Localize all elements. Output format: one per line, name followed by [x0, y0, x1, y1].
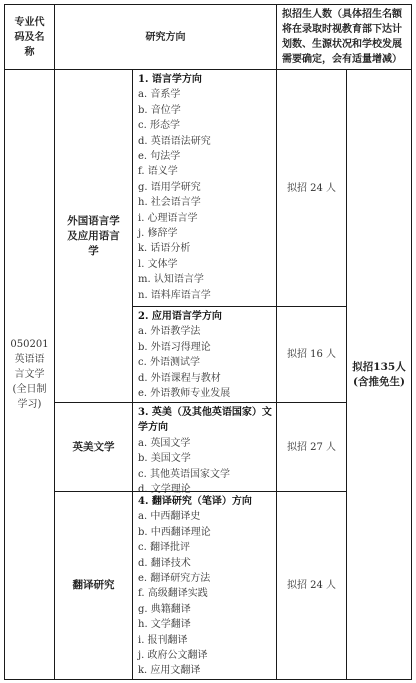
group-name-linguistics: 外国语言学及应用语言学 [67, 214, 120, 257]
header-code-cell [4, 4, 54, 69]
group-name-cell-translation [54, 491, 132, 680]
header-direction-label: 研究方向 [145, 31, 186, 43]
enrollment-table [4, 4, 412, 680]
total-plan: 拟招135人(含推免生) [352, 360, 406, 388]
section-3-content [138, 405, 276, 497]
list-item: j. 修辞学 [138, 228, 178, 240]
section-list-3 [132, 402, 276, 496]
list-item: e. 翻译研究方法 [138, 573, 211, 585]
list-item: c. 翻译批评 [138, 542, 190, 554]
section-1-content [138, 72, 211, 303]
section-1-title: 1. 语言学方向 [138, 74, 202, 85]
group-name-cell-linguistics [54, 69, 132, 402]
list-item: i. 心理语言学 [138, 212, 198, 224]
header-plan-label: 拟招生人数（具体招生名额将在录取时视教育部下达计划数、生源状况和学校发展需要确定，会有适量增减） [282, 9, 402, 65]
list-item: g. 语用学研究 [138, 181, 201, 193]
list-item: c. 其他英语国家文学 [138, 468, 230, 480]
section-4-plan-cell [276, 491, 346, 680]
group-name-translation: 翻译研究 [72, 579, 115, 591]
list-item: l. 文体学 [138, 258, 178, 270]
list-item: a. 外语教学法 [138, 326, 201, 338]
list-item: c. 形态学 [138, 120, 180, 132]
list-item: h. 社会语言学 [138, 197, 201, 209]
list-item: b. 音位学 [138, 104, 181, 116]
list-item: c. 外语测试学 [138, 357, 200, 369]
section-1-plan: 拟招 24 人 [286, 182, 337, 194]
major-name: 英语语言文学(全日制学习) [12, 354, 47, 410]
list-item: d. 翻译技术 [138, 557, 191, 569]
list-item: g. 典籍翻译 [138, 603, 191, 615]
section-3-title: 3. 英美（及其他英语国家）文学方向 [138, 407, 272, 434]
list-item: j. 政府公文翻译 [138, 650, 208, 662]
list-item: d. 外语课程与教材 [138, 372, 221, 384]
list-item: a. 中西翻译史 [138, 511, 201, 523]
list-item: b. 外语习得理论 [138, 341, 211, 353]
section-list-2 [132, 306, 276, 402]
major-cell [4, 69, 54, 680]
section-2-title: 2. 应用语言学方向 [138, 311, 222, 322]
list-item: f. 语义学 [138, 166, 178, 178]
list-item: b. 美国文学 [138, 453, 191, 465]
section-4-title: 4. 翻译研究（笔译）方向 [138, 496, 252, 507]
header-direction-cell [54, 4, 276, 69]
list-item: a. 英国文学 [138, 437, 191, 449]
total-cell [346, 69, 412, 680]
list-item: h. 文学翻译 [138, 619, 191, 631]
section-3-plan: 拟招 27 人 [286, 441, 337, 453]
list-item: a. 音系学 [138, 89, 181, 101]
list-item: k. 话语分析 [138, 243, 191, 255]
section-2-plan: 拟招 16 人 [286, 349, 337, 360]
list-item: e. 外语教师专业发展 [138, 388, 231, 400]
group-name-literature: 英美文学 [72, 440, 115, 453]
list-item: i. 报刊翻译 [138, 634, 188, 646]
list-item: b. 中西翻译理论 [138, 526, 211, 538]
section-2-plan-cell [276, 306, 346, 402]
list-item: m. 认知语言学 [138, 274, 204, 286]
major-text [10, 337, 48, 412]
major-code: 050201 [10, 339, 49, 350]
section-3-plan-cell [276, 402, 346, 491]
list-item: f. 高级翻译实践 [138, 588, 208, 600]
list-item: d. 英语语法研究 [138, 135, 211, 147]
list-item: d. 文学理论 [138, 484, 191, 496]
section-1-plan-cell [276, 69, 346, 306]
list-item: n. 语料库语言学 [138, 289, 211, 301]
section-2-content [138, 309, 230, 401]
section-4-content [138, 494, 252, 679]
list-item: e. 句法学 [138, 151, 181, 163]
list-item: k. 应用文翻译 [138, 665, 201, 677]
section-list-4 [132, 491, 276, 680]
section-4-plan: 拟招 24 人 [286, 580, 337, 591]
header-code-label: 专业代码及名称 [14, 16, 45, 58]
group-name-cell-literature [54, 402, 132, 491]
section-list-1 [132, 69, 276, 306]
header-plan-cell [276, 4, 412, 69]
